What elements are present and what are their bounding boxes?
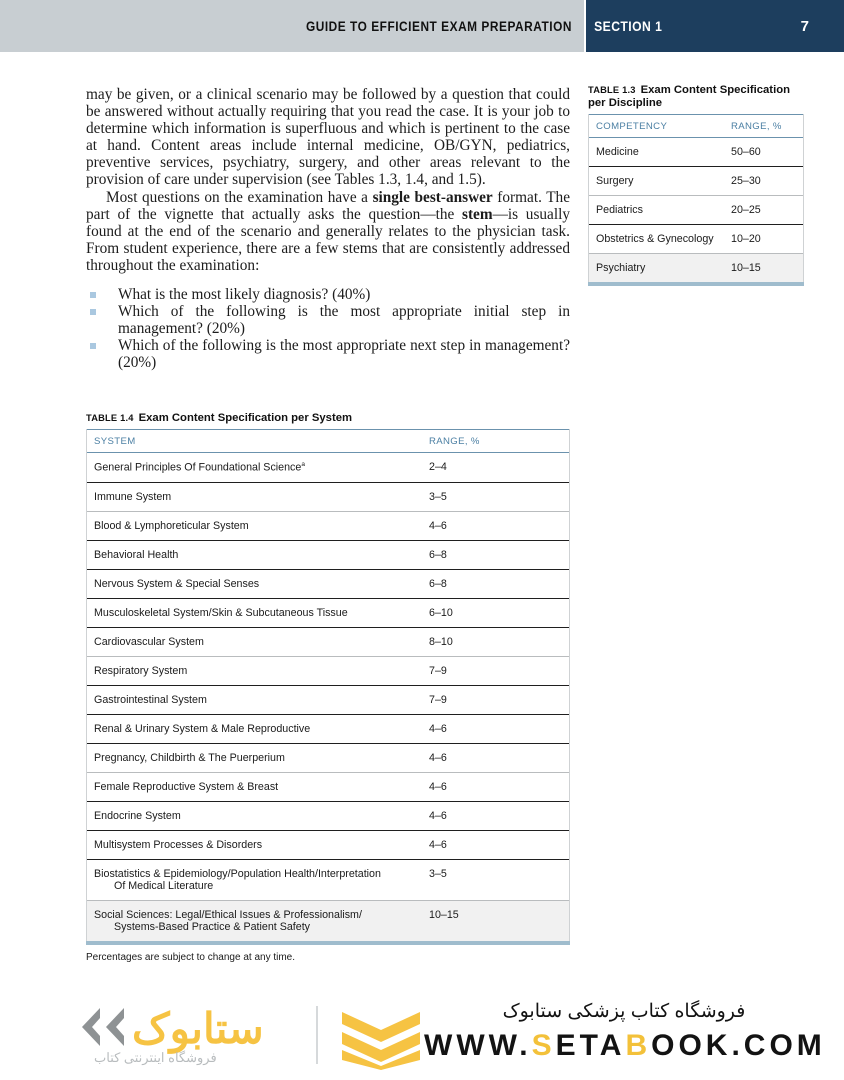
table-row: [87, 772, 569, 801]
running-head-title: GUIDE TO EFFICIENT EXAM PREPARATION: [305, 18, 572, 34]
table-1-4-frame: [86, 429, 570, 941]
cell-system: Cardiovascular System: [87, 627, 429, 656]
square-bullet-icon: [90, 343, 96, 349]
setabook-tagline-fa: فروشگاه اینترنتی کتاب: [94, 1050, 217, 1065]
url-segment-b: B: [625, 1029, 652, 1062]
setabook-logo: [70, 1004, 264, 1050]
cell-system: Blood & Lymphoreticular System: [87, 511, 429, 540]
column-header-competency: COMPETENCY: [589, 115, 731, 138]
table-row: [87, 511, 569, 540]
running-head-gray-band: [0, 0, 584, 52]
cell-range: 4–6: [429, 801, 569, 830]
running-head-section-label: SECTION 1: [594, 18, 663, 34]
left-column: [86, 86, 570, 963]
cell-system-line-2: Systems-Based Practice & Patient Safety: [114, 920, 311, 933]
footer-watermark: [0, 992, 844, 1080]
table-row: [87, 453, 569, 483]
cell-competency: Pediatrics: [589, 196, 731, 225]
table-row: [87, 801, 569, 830]
cell-system: Pregnancy, Childbirth & The Puerperium: [87, 743, 429, 772]
table-1-4-note: Percentages are subject to change at any time.: [86, 951, 296, 963]
cell-range: 50–60: [731, 138, 803, 167]
cell-range: 4–6: [429, 772, 569, 801]
footer-tagline-fa: فروشگاه کتاب پزشکی ستابوک: [502, 1001, 746, 1022]
table-row: [87, 685, 569, 714]
table-1-3-caption: [588, 84, 804, 109]
cell-range: 10–20: [731, 225, 803, 254]
table-1-3: [589, 114, 803, 282]
gold-chevron-mark: [338, 1010, 424, 1077]
cell-system: Endocrine System: [87, 801, 429, 830]
cell-range: 4–6: [429, 830, 569, 859]
table-1-3-caption-number: TABLE 1.3: [588, 85, 636, 95]
footer-url-group: [424, 998, 824, 1064]
table-row: [87, 743, 569, 772]
page-content: [0, 52, 844, 992]
double-chevron-left-icon: [70, 1004, 132, 1050]
column-header-system: SYSTEM: [87, 430, 429, 453]
footnote-marker: a: [301, 461, 305, 468]
table-row: [87, 900, 569, 941]
cell-range: 3–5: [429, 859, 569, 900]
paragraph-two-text-a: Most questions on the examination have a: [106, 188, 373, 206]
table-row: [87, 540, 569, 569]
table-1-4-block: [86, 412, 570, 963]
table-row: [87, 714, 569, 743]
page-number: 7: [800, 17, 809, 35]
cell-range: 6–8: [429, 569, 569, 598]
table-1-4-caption-number: TABLE 1.4: [86, 412, 134, 423]
list-item: [86, 337, 570, 371]
cell-range: 8–10: [429, 627, 569, 656]
cell-range: 25–30: [731, 167, 803, 196]
table-row: [589, 254, 803, 283]
table-1-3-accent-bar: [588, 282, 804, 286]
running-head: [0, 0, 844, 52]
cell-range: 4–6: [429, 511, 569, 540]
paragraph-two-text-b: format. The part of the vignette that actually asks the question—the: [86, 188, 570, 223]
table-1-4-accent-bar: [86, 941, 570, 945]
paragraph-two: [86, 189, 570, 274]
setabook-wordmark-fa: ستابوک: [132, 1005, 264, 1052]
logo-divider: [316, 1006, 318, 1064]
cell-system-line-1: Social Sciences: Legal/Ethical Issues & Professionalism/: [94, 908, 362, 921]
chevron-stack-icon: [338, 1010, 424, 1072]
cell-range: 10–15: [731, 254, 803, 283]
table-1-3-frame: [588, 114, 804, 282]
table-header-row: [589, 115, 803, 138]
cell-range: 20–25: [731, 196, 803, 225]
cell-system: Behavioral Health: [87, 540, 429, 569]
cell-system-text: General Principles Of Foundational Science: [94, 461, 302, 474]
url-segment-s: S: [531, 1029, 556, 1062]
cell-range: 6–8: [429, 540, 569, 569]
cell-system-line-2: Of Medical Literature: [114, 879, 214, 892]
list-item: [86, 286, 570, 303]
table-row: [589, 196, 803, 225]
cell-system-line-1: Biostatistics & Epidemiology/Population Health/Interpretation: [94, 867, 381, 880]
table-row: [589, 138, 803, 167]
cell-system: Nervous System & Special Senses: [87, 569, 429, 598]
stem-text: Which of the following is the most appropriate initial step in management? (20%): [118, 303, 570, 338]
cell-competency: Surgery: [589, 167, 731, 196]
footer-logo-group: [70, 1000, 360, 1076]
table-header-row: [87, 430, 569, 453]
table-1-4-caption-title: Exam Content Specification per System: [138, 411, 353, 424]
cell-system: Immune System: [87, 482, 429, 511]
cell-system: [87, 900, 429, 941]
stem-text: Which of the following is the most appropriate next step in management? (20%): [118, 337, 570, 372]
cell-competency: Medicine: [589, 138, 731, 167]
square-bullet-icon: [90, 309, 96, 315]
column-header-range: RANGE, %: [429, 430, 569, 453]
cell-competency: Obstetrics & Gynecology: [589, 225, 731, 254]
table-row: [87, 569, 569, 598]
term-stem: stem: [462, 205, 493, 223]
stem-text: What is the most likely diagnosis? (40%): [118, 286, 371, 304]
table-row: [87, 656, 569, 685]
cell-system: Multisystem Processes & Disorders: [87, 830, 429, 859]
stem-list: [86, 286, 570, 371]
cell-system: Gastrointestinal System: [87, 685, 429, 714]
cell-system: Musculoskeletal System/Skin & Subcutaneous Tissue: [87, 598, 429, 627]
table-row: [589, 225, 803, 254]
table-row: [87, 482, 569, 511]
paragraph-two-text-c: —is usually found at the end of the scenario and generally relates to the physician task. From student experience, there are a few stems that are consistently addressed throughout the examination:: [86, 205, 570, 274]
cell-range: 3–5: [429, 482, 569, 511]
table-row: [589, 167, 803, 196]
cell-range: 7–9: [429, 656, 569, 685]
cell-range: 4–6: [429, 743, 569, 772]
cell-range: 2–4: [429, 453, 569, 483]
table-1-3-caption-title: Exam Content Specification per Discipline: [588, 84, 791, 109]
table-1-4-caption: [86, 412, 570, 425]
table-row: [87, 859, 569, 900]
cell-range: 4–6: [429, 714, 569, 743]
cell-competency: Psychiatry: [589, 254, 731, 283]
url-segment-ook-com: OOK.COM: [651, 1029, 826, 1062]
footer-url: [424, 1028, 824, 1064]
list-item: [86, 303, 570, 337]
cell-range: 6–10: [429, 598, 569, 627]
url-segment-www: WWW.: [424, 1029, 532, 1062]
cell-range: 10–15: [429, 900, 569, 941]
cell-system: Female Reproductive System & Breast: [87, 772, 429, 801]
right-column: [588, 84, 804, 286]
table-row: [87, 830, 569, 859]
term-single-best-answer: single best-answer: [372, 188, 493, 206]
cell-system: Respiratory System: [87, 656, 429, 685]
cell-system: [87, 859, 429, 900]
column-header-range: RANGE, %: [731, 115, 803, 138]
paragraph-one: may be given, or a clinical scenario may be followed by a question that could be answered without actually requiring that you read the case. It is your job to determine which information is superfluous and which is pertinent to the case at hand. Content areas include internal medicine, OB/GYN, pediatrics, preventive services, psychiatry, surgery, and other areas relevant to the provision of care under supervision (see Tables 1.3, 1.4, and 1.5).: [86, 86, 570, 189]
cell-system: [87, 453, 429, 483]
cell-range: 7–9: [429, 685, 569, 714]
table-1-4: [87, 429, 569, 941]
table-row: [87, 627, 569, 656]
square-bullet-icon: [90, 292, 96, 298]
running-head-navy-band: [586, 0, 844, 52]
url-segment-eta: ETA: [555, 1029, 626, 1062]
cell-system: Renal & Urinary System & Male Reproductive: [87, 714, 429, 743]
table-row: [87, 598, 569, 627]
